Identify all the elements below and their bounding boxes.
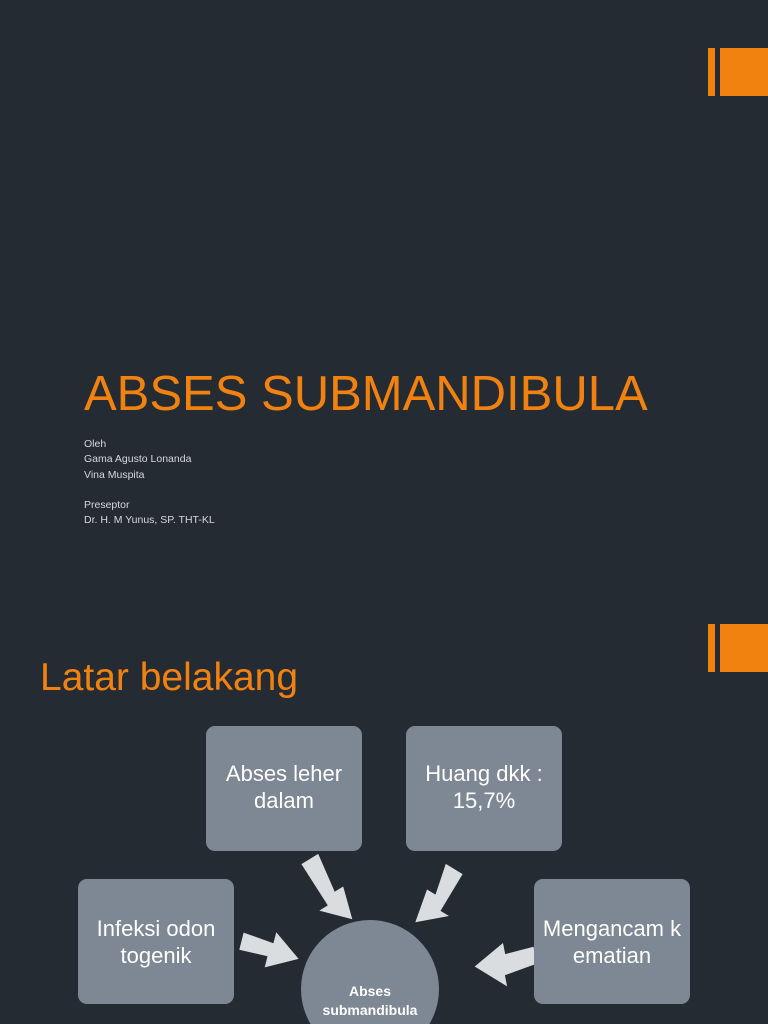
subtitle-line: Vina Muspita xyxy=(84,468,145,481)
subtitle-line: Gama Agusto Lonanda xyxy=(84,453,192,466)
accent-block xyxy=(720,48,768,96)
arrow-infeksi xyxy=(239,932,298,967)
arrow-huang xyxy=(415,864,462,922)
subtitle-line: Oleh xyxy=(84,438,107,450)
presentation-title: ABSES SUBMANDIBULA xyxy=(84,367,648,421)
accent-decoration xyxy=(708,48,768,96)
arrow-abses-leher xyxy=(301,854,352,919)
arrow-mengancam xyxy=(475,943,537,986)
subtitle-block xyxy=(84,437,215,528)
slide-heading: Latar belakang xyxy=(40,656,299,699)
background-slide xyxy=(0,600,768,1024)
box-abses-leher: Abses leher dalam xyxy=(206,726,362,851)
center-label: Abses submandibula xyxy=(322,983,418,1018)
box-infeksi: Infeksi odontogenik xyxy=(78,879,234,1004)
subtitle-spacer xyxy=(84,483,215,498)
subtitle-line: Dr. H. M Yunus, SP. THT-KL xyxy=(84,514,215,527)
subtitle-line: Preseptor xyxy=(84,498,130,511)
box-mengancam: Mengancam kematian xyxy=(534,879,690,1004)
accent-bar xyxy=(708,48,715,96)
box-huang: Huang dkk : 15,7% xyxy=(406,726,562,851)
